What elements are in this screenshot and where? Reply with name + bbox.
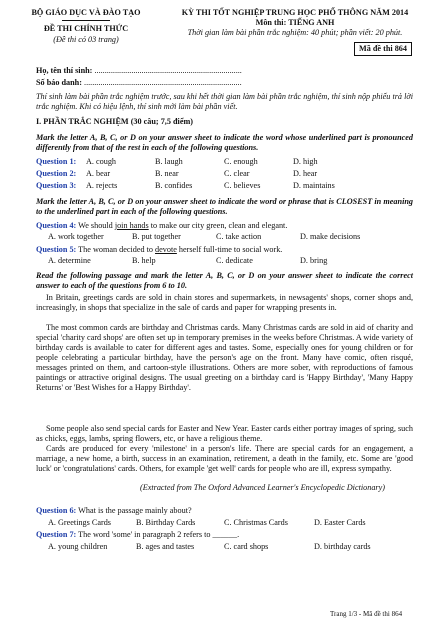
- option-b: B. laugh: [155, 157, 183, 166]
- option-b: B. near: [155, 169, 179, 178]
- question-1: [36, 157, 362, 167]
- stem-text: The word 'some' in paragraph 2 refers to ______.: [78, 530, 240, 539]
- option-d: D. birthday cards: [314, 542, 371, 551]
- question-label: Question 6:: [36, 506, 77, 515]
- option-c: C. believes: [224, 181, 261, 190]
- name-field: [36, 66, 242, 76]
- question-label: Question 2:: [36, 169, 77, 178]
- passage-paragraph-3: Some people also send special cards for Easter and New Year. Easter cards either portray images of spring, such as chicks, eggs, lambs, spring flowers, etc, or have a religious theme.: [36, 424, 413, 443]
- option-a: A. cough: [86, 157, 117, 166]
- underlined-phrase: join hands: [114, 221, 149, 230]
- stem-post: to make our city green, clean and elegant.: [148, 221, 288, 230]
- option-d: D. maintains: [293, 181, 335, 190]
- question-6-options: [48, 518, 398, 528]
- stem-pre: The woman decided to: [78, 245, 156, 254]
- stem-post: herself full-time to social work.: [176, 245, 283, 254]
- question-label: Question 3:: [36, 181, 77, 190]
- option-d: D. high: [293, 157, 318, 166]
- passage-source: (Extracted from The Oxford Advanced Learner's Encyclopedic Dictionary): [140, 483, 385, 492]
- question-6-stem: [36, 506, 192, 516]
- time-note: Thời gian làm bài phần trắc nghiệm: 40 phút; phần viết: 20 phút.: [187, 28, 403, 37]
- underlined-word: devote: [155, 245, 177, 254]
- question-2: [36, 169, 362, 179]
- option-a: A. young children: [48, 542, 108, 551]
- option-c: C. card shops: [224, 542, 269, 551]
- stem-pre: We should: [78, 221, 115, 230]
- question-4-options: [48, 232, 384, 242]
- option-c: C. dedicate: [216, 256, 253, 265]
- pages-note: (Đề thi có 03 trang): [53, 35, 119, 44]
- option-d: D. bring: [300, 256, 328, 265]
- question-4-stem: [36, 221, 287, 231]
- exam-title: KỲ THI TỐT NGHIỆP TRUNG HỌC PHỔ THÔNG NĂM 2014: [181, 8, 409, 17]
- instruction-pronunciation: Mark the letter A, B, C, or D on your answer sheet to indicate the word whose underlined part is pronounced differently from that of the rest in each of the following questions.: [36, 133, 413, 152]
- option-c: C. enough: [224, 157, 258, 166]
- question-label: Question 7:: [36, 530, 77, 539]
- question-label: Question 4:: [36, 221, 77, 230]
- option-a: A. work together: [48, 232, 104, 241]
- option-b: B. Birthday Cards: [136, 518, 196, 527]
- passage-paragraph-2: The most common cards are birthday and Christmas cards. Many Christmas cards are sold in aid of charity and special 'charity card shops' are often set up in temporary premises in the weeks before Christmas. A wide variety of birthday cards is available to cater for different ages and tastes. Some, especially ones for young children or for people celebrating a particular birthday, have the person's age on the front. Many have comic, often risqué, messages printed on them, and cartoon-style illustrations. Others are more sober, with reproductions of famous paintings or attractive original designs. The usual greeting on a birthday card is 'Happy Birthday', 'Many Happy Returns' or 'Best Wishes for a Happy Birthday'.: [36, 323, 413, 392]
- option-d: D. make decisions: [300, 232, 361, 241]
- option-c: C. clear: [224, 169, 250, 178]
- section-title: I. PHẦN TRẮC NGHIỆM (30 câu; 7,5 điểm): [36, 117, 193, 126]
- instruction-meaning: Mark the letter A, B, C, or D on your answer sheet to indicate the word or phrase that is CLOSEST in meaning to the underlined part in each of the following questions.: [36, 197, 413, 216]
- option-b: B. confides: [155, 181, 193, 190]
- ministry-underline: [62, 20, 110, 21]
- id-label: Số báo danh:: [36, 78, 82, 87]
- option-c: C. Christmas Cards: [224, 518, 288, 527]
- question-7-options: [48, 542, 398, 552]
- option-a: A. determine: [48, 256, 91, 265]
- official-label: ĐỀ THI CHÍNH THỨC: [43, 24, 129, 33]
- question-label: Question 5:: [36, 245, 77, 254]
- candidate-instruction: Thí sinh làm bài phần trắc nghiệm trước, sau khi hết thời gian làm bài phần trắc nghiệm, thí sinh nộp phiếu trả lời trắc nghiệm. Khi có hiệu lệnh, thí sinh mới làm bài phần viết.: [36, 92, 413, 111]
- option-b: B. put together: [132, 232, 181, 241]
- option-a: A. Greetings Cards: [48, 518, 111, 527]
- option-c: C. take action: [216, 232, 262, 241]
- id-dots: .............................................................................: [84, 78, 242, 87]
- question-5-options: [48, 256, 384, 266]
- option-a: A. rejects: [86, 181, 118, 190]
- option-b: B. help: [132, 256, 156, 265]
- ministry-name: BỘ GIÁO DỤC VÀ ĐÀO TẠO: [31, 8, 141, 17]
- option-d: D. hear: [293, 169, 318, 178]
- question-5-stem: [36, 245, 282, 255]
- subject-label: Môn thi: TIẾNG ANH: [255, 18, 335, 27]
- instruction-reading: Read the following passage and mark the letter A, B, C, or D on your answer sheet to indicate the correct answer to each of the questions from 6 to 10.: [36, 271, 413, 290]
- option-d: D. Easter Cards: [314, 518, 366, 527]
- name-label: Họ, tên thí sinh:: [36, 66, 93, 75]
- id-field: [36, 78, 242, 88]
- passage-paragraph-4: Cards are produced for every 'milestone' in a person's life. There are special cards for an engagement, a marriage, a new home, a birth, success in an examination, retirement, a death in the family, etc. Some are 'good luck' or 'congratulations' cards. Others, for example 'get well' cards for people who are ill, express sympathy.: [36, 444, 413, 473]
- exam-code-box: Mã đề thi 864: [354, 42, 412, 56]
- question-3: [36, 181, 362, 191]
- question-label: Question 1:: [36, 157, 77, 166]
- name-dots: ........................................................................: [94, 66, 242, 75]
- question-7-stem: [36, 530, 239, 540]
- stem-text: What is the passage mainly about?: [78, 506, 192, 515]
- option-b: B. ages and tastes: [136, 542, 195, 551]
- page-footer: Trang 1/3 - Mã đề thi 864: [330, 610, 403, 618]
- passage-paragraph-1: In Britain, greetings cards are sold in chain stores and supermarkets, in newsagents' shops, corner shops and, increasingly, in shops that specialize in the sale of cards and paper for wrapping presents in.: [36, 293, 413, 312]
- option-a: A. bear: [86, 169, 111, 178]
